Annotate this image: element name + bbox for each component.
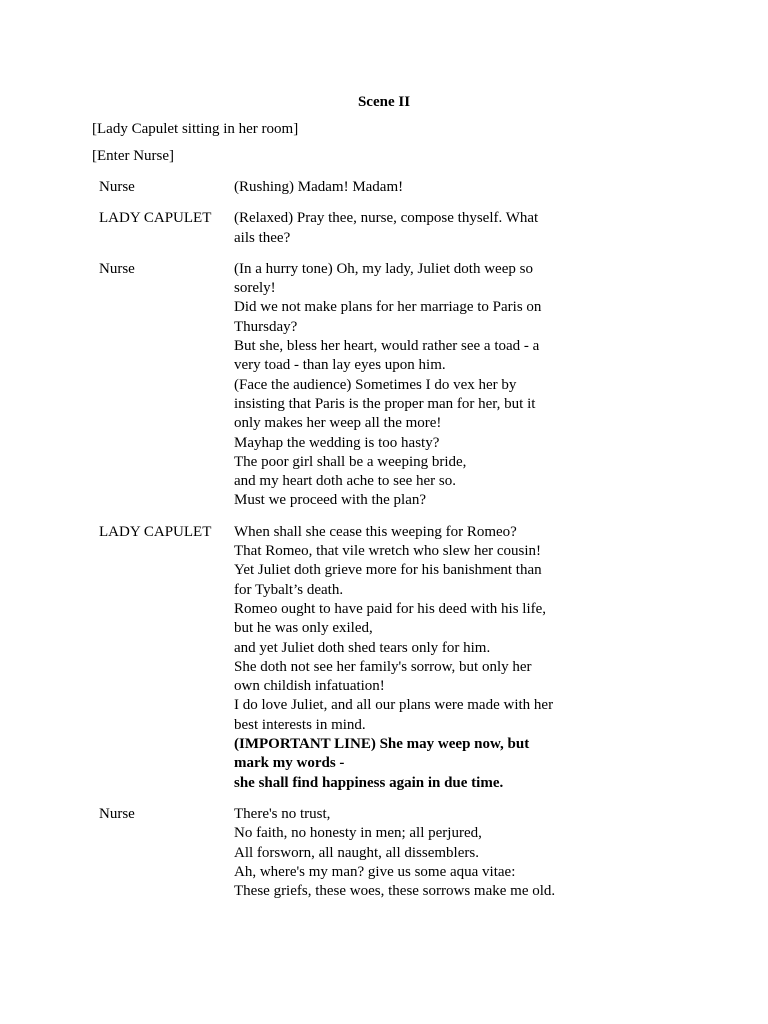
speech-line: Yet Juliet doth grieve more for his banishment than for Tybalt’s death. (234, 562, 542, 598)
speech-line: Must we proceed with the plan? (234, 492, 427, 509)
speech-line: (In a hurry tone) Oh, my lady, Juliet doth weep so sorely! (234, 260, 533, 297)
speech-line: When shall she cease this weeping for Romeo? (234, 523, 517, 540)
speaker-name: LADY CAPULET (99, 523, 212, 540)
speaker-name: Nurse (99, 805, 135, 822)
speech-line: (Face the audience) Sometimes I do vex her by insisting that Paris is the proper man for her, but it only makes her weep all the more! (234, 376, 536, 432)
important-speech-line: she shall find happiness again in due time. (234, 774, 504, 791)
speech-line: (Relaxed) Pray thee, nurse, compose thyself. What ails thee? (234, 210, 539, 246)
speech-lines (234, 523, 556, 793)
speech-line: I do love Juliet, and all our plans were made with her best interests in mind. (234, 697, 554, 733)
speech-line: (Rushing) Madam! Madam! (234, 179, 404, 195)
speech-line: All forsworn, all naught, all dissemblers. (234, 844, 479, 861)
dialogue-entry (0, 523, 768, 793)
dialogue-list (0, 178, 768, 913)
dialogue-entry (0, 805, 768, 901)
speech-line: There's no trust, (234, 805, 331, 822)
speech-lines (234, 260, 556, 511)
speech-line: She doth not see her family's sorrow, but only her own childish infatuation! (234, 658, 532, 695)
stage-direction: [Enter Nurse] (92, 148, 175, 164)
speaker-name: Nurse (99, 179, 135, 195)
speech-line: Mayhap the wedding is too hasty? (234, 434, 440, 451)
speaker-name: Nurse (99, 260, 135, 277)
speaker-name: LADY CAPULET (99, 210, 212, 227)
speech-line: Romeo ought to have paid for his deed with his life, but he was only exiled, (234, 600, 547, 637)
speech-line: But she, bless her heart, would rather see a toad - a very toad - than lay eyes upon him. (234, 338, 540, 374)
dialogue-entry (0, 178, 768, 197)
speech-line: and my heart doth ache to see her so. (234, 473, 457, 490)
stage-direction: [Lady Capulet sitting in her room] (92, 121, 299, 137)
speech-line: Did we not make plans for her marriage to Paris on Thursday? (234, 299, 542, 335)
speech-line: Ah, where's my man? give us some aqua vitae: (234, 863, 516, 880)
important-speech-line: (IMPORTANT LINE) She may weep now, but mark my words - (234, 736, 530, 772)
speech-line: These griefs, these woes, these sorrows make me old. (234, 883, 556, 900)
speech-line: The poor girl shall be a weeping bride, (234, 453, 467, 470)
scene-title: Scene II (357, 94, 411, 110)
speech-line: That Romeo, that vile wretch who slew her cousin! (234, 543, 542, 560)
speech-lines (234, 209, 556, 248)
dialogue-entry (0, 209, 768, 248)
speech-line: and yet Juliet doth shed tears only for him. (234, 639, 491, 656)
speech-line: No faith, no honesty in men; all perjured, (234, 825, 482, 842)
dialogue-entry (0, 260, 768, 511)
speech-lines (234, 178, 556, 197)
speech-lines (234, 805, 556, 901)
